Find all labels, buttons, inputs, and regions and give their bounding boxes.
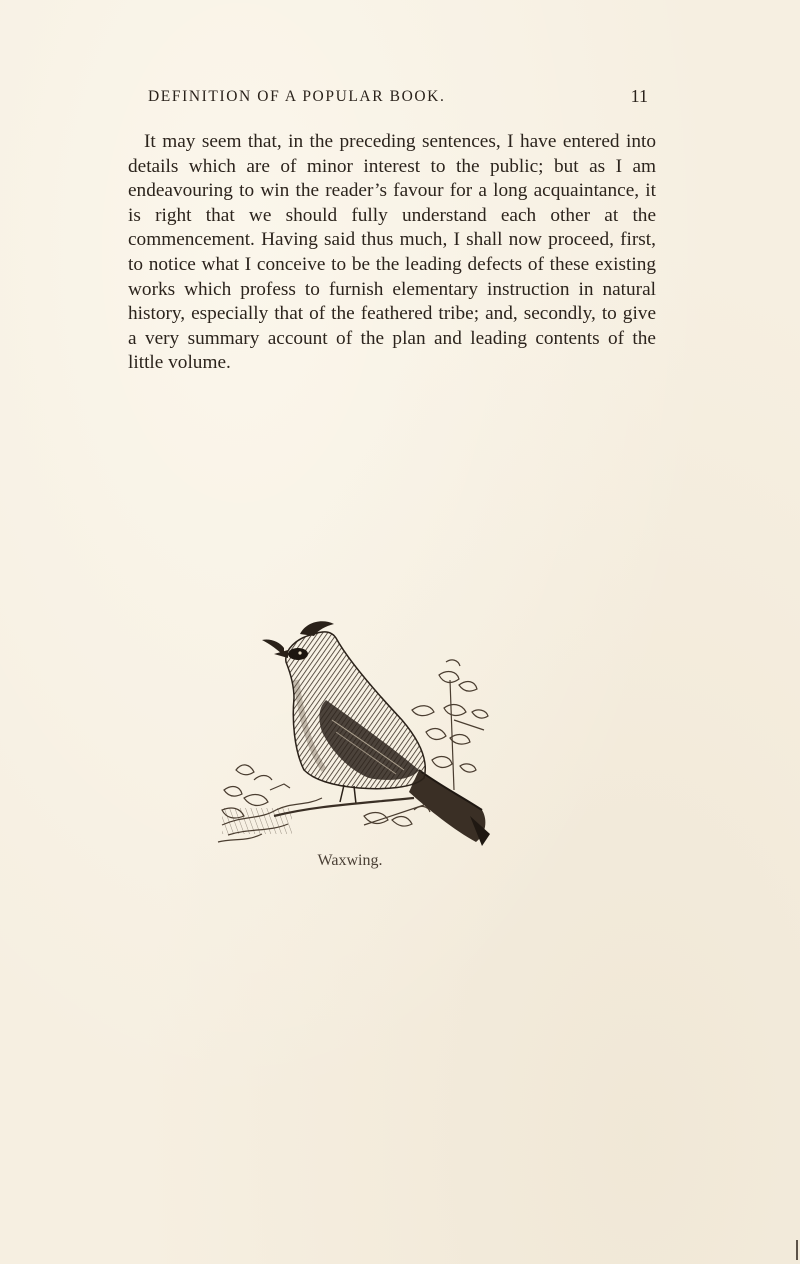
body-paragraph: It may seem that, in the preceding sentences, I have entered into details which are of minor interest to the public; but as I am endeavouring to win the reader’s favour for a long acquaintance, it is right that we should fully understand each other at the commencement. Having said thus much, I shall now proceed, first, to notice what I conceive to be the leading defects of these existing works which profess to furnish elementary instruction in natural history, especially that of the feathered tribe; and, secondly, to give a very summary account of the plan and leading contents of the little volume. — [128, 131, 656, 374]
running-head — [148, 88, 648, 110]
waxwing-illustration — [214, 620, 504, 855]
page-number: 11 — [630, 86, 648, 106]
page-edge-mark — [796, 1240, 798, 1260]
running-title: DEFINITION OF A POPULAR BOOK. — [148, 88, 446, 105]
figure-caption: Waxwing. — [317, 852, 383, 869]
